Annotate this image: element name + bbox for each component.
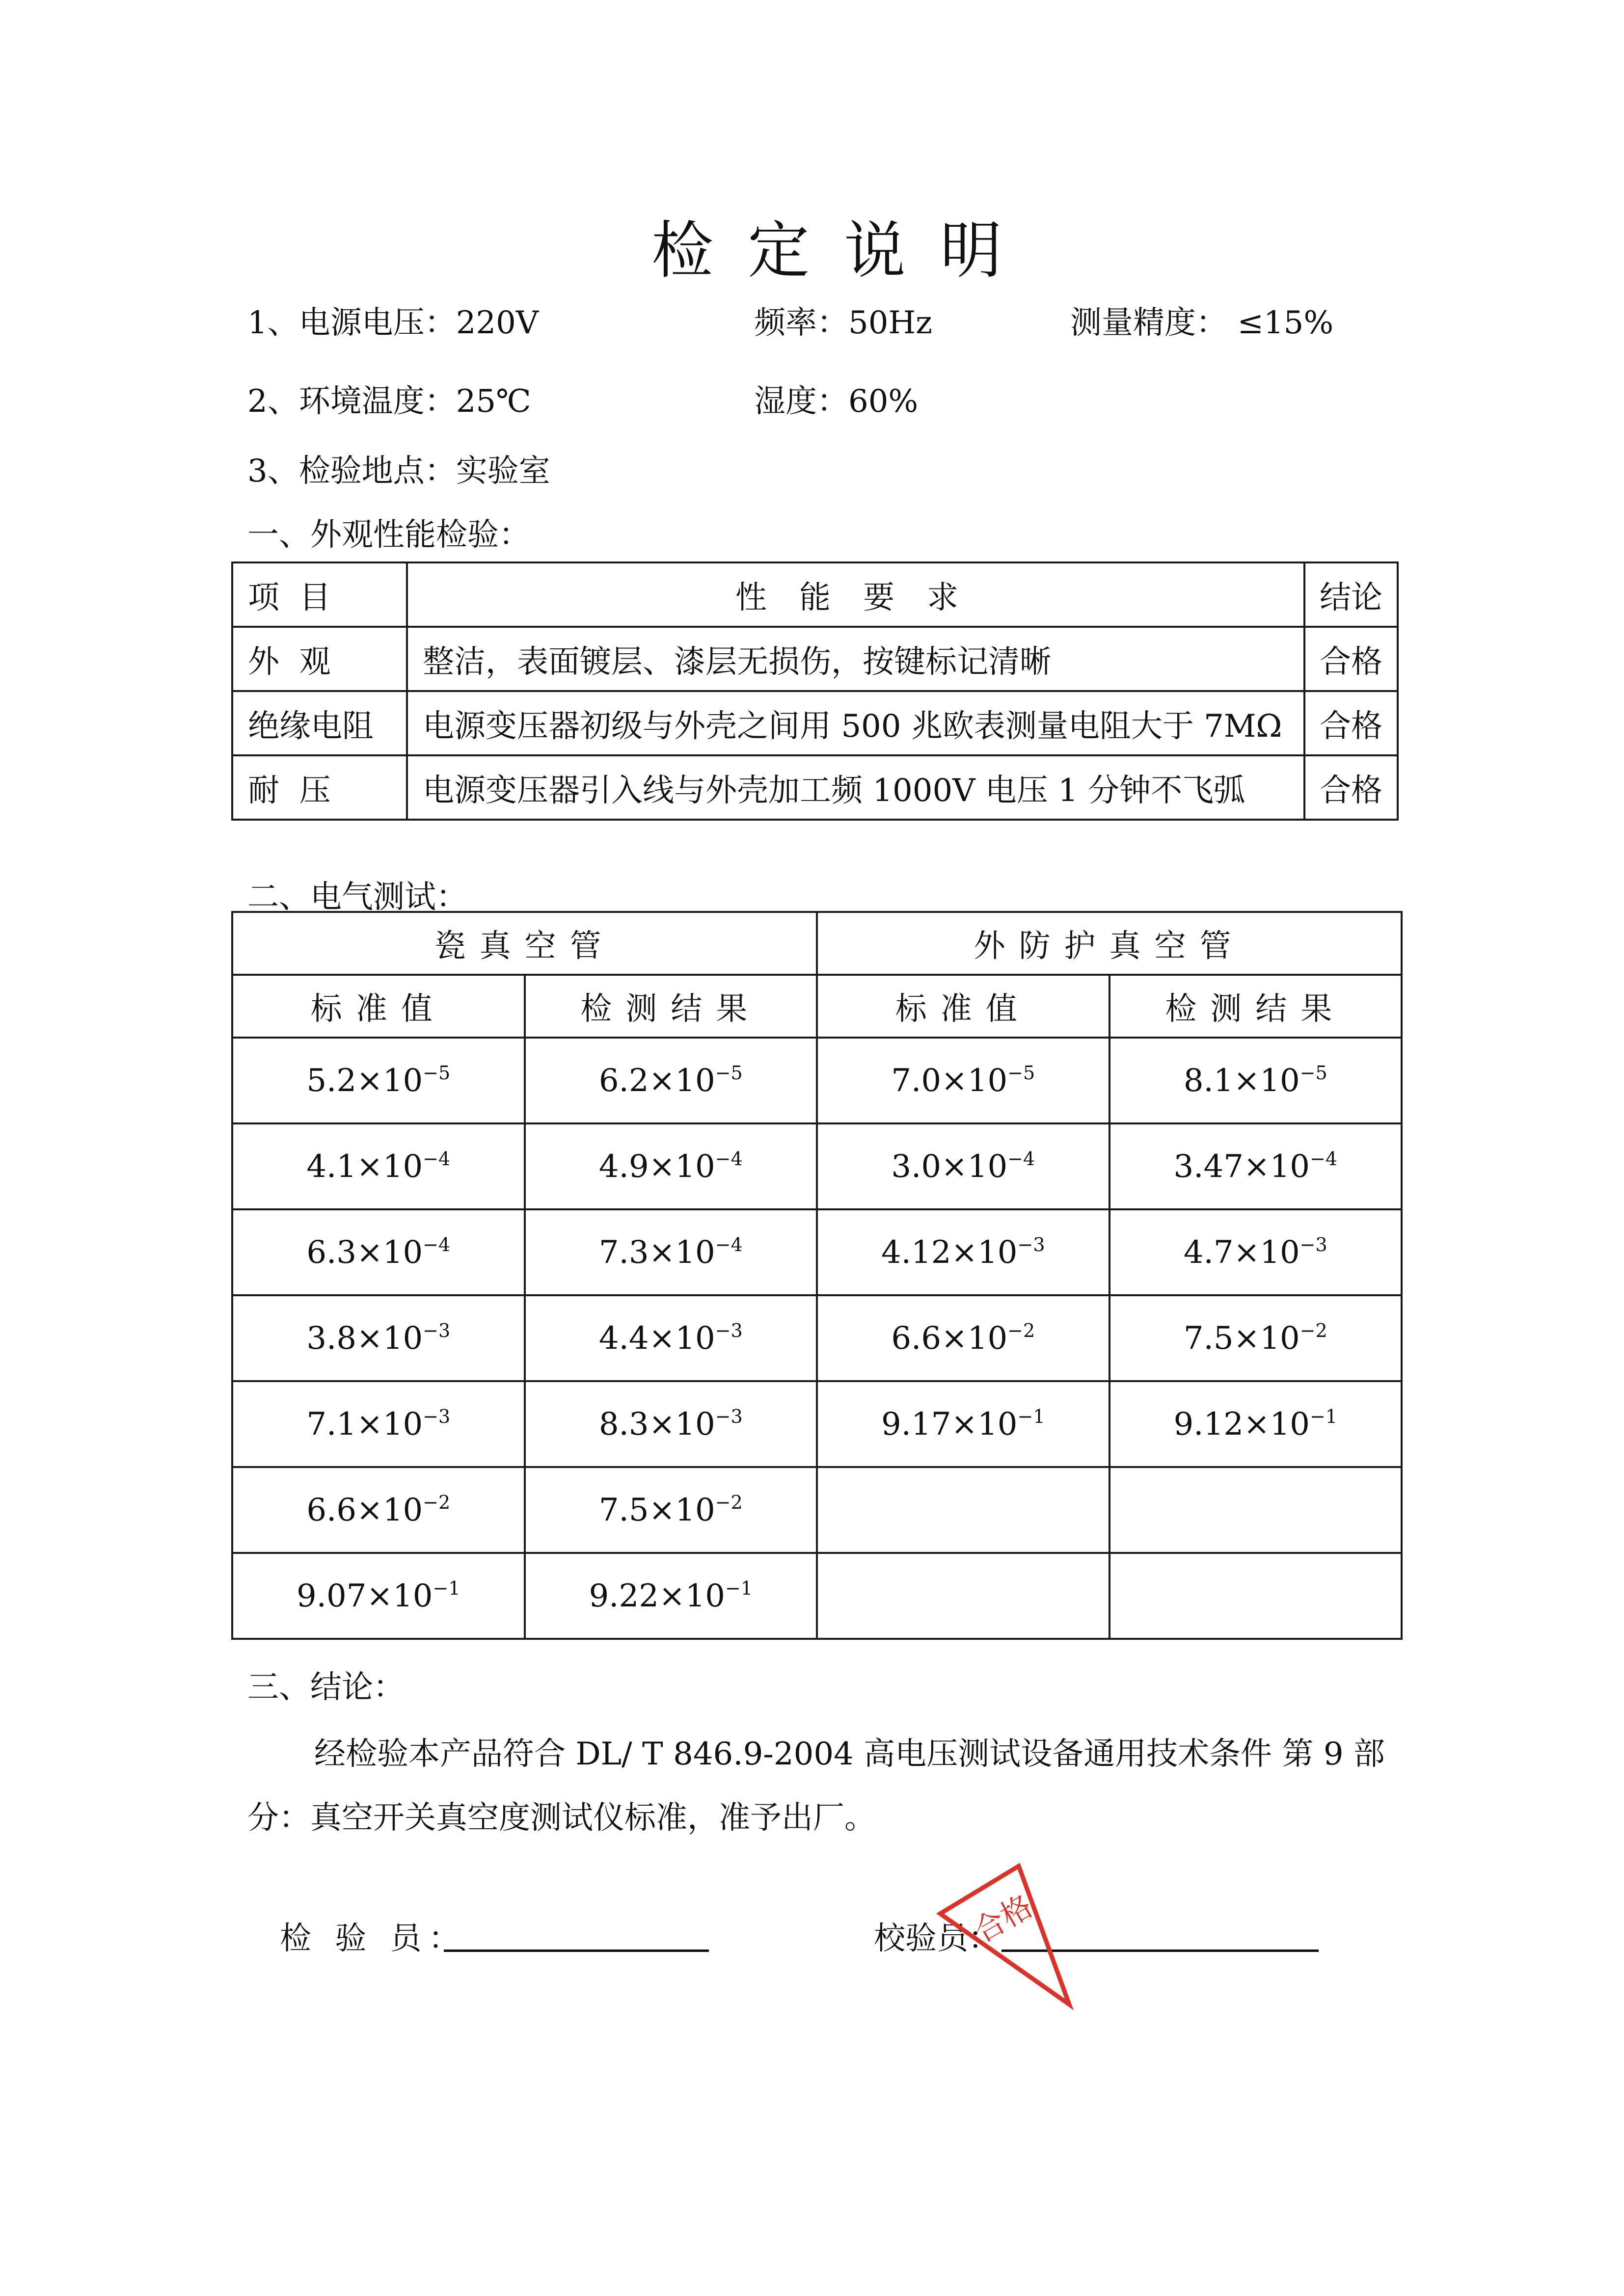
- value-cell: [232, 1467, 525, 1553]
- value-cell: [1110, 1295, 1402, 1381]
- value-exponent: −4: [715, 1148, 743, 1170]
- value-exponent: −3: [715, 1319, 743, 1341]
- row-item: 绝缘电阻: [232, 691, 407, 755]
- value-exponent: −5: [715, 1062, 743, 1084]
- value-times-ten: ×10: [1243, 1406, 1310, 1442]
- row-result: 合格: [1304, 627, 1398, 691]
- value-cell: [525, 1123, 817, 1209]
- conclusion-line-1: 经检验本产品符合 DL/ T 846.9-2004 高电压测试设备通用技术条件 第 9 部: [314, 1736, 1385, 1772]
- value-cell: [525, 1295, 817, 1381]
- section2-heading: 二、电气测试：: [247, 879, 467, 915]
- value-cell: [525, 1038, 817, 1123]
- sub-header-standard: 标准值: [232, 975, 525, 1038]
- humidity: 湿度：60%: [754, 383, 919, 420]
- value-mantissa: 6.6: [306, 1492, 357, 1528]
- value-cell: [232, 1123, 525, 1209]
- value-times-ten: ×10: [649, 1492, 715, 1528]
- value-times-ten: ×10: [356, 1406, 423, 1442]
- value-mantissa: 7.0: [891, 1062, 942, 1099]
- value-cell: [232, 1295, 525, 1381]
- value-mantissa: 7.5: [598, 1492, 649, 1528]
- value-times-ten: ×10: [649, 1234, 715, 1271]
- measurement-precision: 测量精度： ≤15%: [1070, 305, 1334, 341]
- value-mantissa: 6.6: [891, 1320, 942, 1357]
- section1-heading: 一、外观性能检验：: [247, 517, 530, 553]
- value-cell: [1110, 1038, 1402, 1123]
- value-cell: [817, 1209, 1110, 1295]
- value-times-ten: ×10: [658, 1577, 726, 1614]
- value-exponent: −3: [423, 1319, 451, 1341]
- value-mantissa: 4.4: [598, 1320, 649, 1357]
- value-cell: [817, 1295, 1110, 1381]
- value-cell: [817, 1553, 1110, 1639]
- appearance-table: [231, 561, 1399, 821]
- header-requirement: 性能要求: [407, 562, 1304, 627]
- value-exponent: −2: [1299, 1319, 1327, 1341]
- value-times-ten: ×10: [951, 1234, 1018, 1271]
- value-times-ten: ×10: [1233, 1234, 1300, 1271]
- value-mantissa: 9.12: [1173, 1406, 1244, 1442]
- electrical-test-body: [232, 1038, 1402, 1639]
- value-cell: [817, 1123, 1110, 1209]
- value-exponent: −5: [423, 1062, 451, 1084]
- value-exponent: −3: [1017, 1233, 1045, 1255]
- value-times-ten: ×10: [649, 1320, 715, 1357]
- value-cell: [232, 1381, 525, 1467]
- power-voltage: 1、电源电压：220V: [247, 305, 539, 341]
- value-mantissa: 8.3: [598, 1406, 649, 1442]
- row-result: 合格: [1304, 755, 1398, 820]
- value-times-ten: ×10: [1233, 1062, 1300, 1099]
- value-cell: [232, 1038, 525, 1123]
- table-row: [232, 755, 1398, 820]
- inspector-label: 检 验 员：: [280, 1921, 467, 1957]
- row-item: 外 观: [232, 627, 407, 691]
- ambient-temperature: 2、环境温度：25℃: [247, 383, 531, 420]
- value-times-ten: ×10: [941, 1062, 1008, 1099]
- value-times-ten: ×10: [941, 1148, 1008, 1185]
- value-cell: [1110, 1553, 1402, 1639]
- value-times-ten: ×10: [649, 1062, 715, 1099]
- group-header-row: [232, 912, 1402, 975]
- stamp-text: 合格: [968, 1888, 1039, 1949]
- value-exponent: −3: [423, 1405, 451, 1427]
- value-mantissa: 4.9: [598, 1148, 649, 1185]
- table-row: [232, 1209, 1402, 1295]
- value-mantissa: 7.5: [1183, 1320, 1234, 1357]
- value-times-ten: ×10: [356, 1320, 423, 1357]
- value-times-ten: ×10: [649, 1148, 715, 1185]
- value-exponent: −1: [433, 1577, 460, 1599]
- value-times-ten: ×10: [951, 1406, 1018, 1442]
- group-header-ceramic: 瓷真空管: [232, 912, 817, 975]
- value-times-ten: ×10: [1233, 1320, 1300, 1357]
- header-result: 结论: [1304, 562, 1398, 627]
- qualified-stamp: [913, 1857, 1090, 2019]
- value-exponent: −2: [715, 1491, 743, 1513]
- value-mantissa: 6.3: [306, 1234, 357, 1271]
- value-mantissa: 4.7: [1183, 1234, 1234, 1271]
- value-exponent: −4: [423, 1233, 451, 1255]
- value-mantissa: 4.1: [306, 1148, 357, 1185]
- value-times-ten: ×10: [356, 1234, 423, 1271]
- table-row: [232, 1123, 1402, 1209]
- value-mantissa: 8.1: [1183, 1062, 1234, 1099]
- value-mantissa: 3.47: [1173, 1148, 1244, 1185]
- conclusion-line-2: 分：真空开关真空度测试仪标准，准予出厂。: [247, 1800, 876, 1836]
- value-mantissa: 5.2: [306, 1062, 357, 1099]
- value-cell: [232, 1209, 525, 1295]
- value-exponent: −2: [423, 1491, 451, 1513]
- value-exponent: −2: [1007, 1319, 1035, 1341]
- table-header-row: [232, 562, 1398, 627]
- page-title: 检定说明: [651, 214, 1036, 287]
- sub-header-result: 检测结果: [525, 975, 817, 1038]
- frequency: 频率：50Hz: [754, 305, 932, 341]
- table-row: [232, 1038, 1402, 1123]
- value-cell: [817, 1381, 1110, 1467]
- value-exponent: −4: [1007, 1148, 1035, 1170]
- sub-header-row: [232, 975, 1402, 1038]
- value-exponent: −5: [1299, 1062, 1327, 1084]
- table-row: [232, 627, 1398, 691]
- value-mantissa: 3.8: [306, 1320, 357, 1357]
- value-times-ten: ×10: [941, 1320, 1008, 1357]
- value-exponent: −1: [725, 1577, 753, 1599]
- value-cell: [525, 1209, 817, 1295]
- value-cell: [1110, 1123, 1402, 1209]
- value-mantissa: 7.1: [306, 1406, 357, 1442]
- value-times-ten: ×10: [1243, 1148, 1310, 1185]
- row-result: 合格: [1304, 691, 1398, 755]
- group-header-protected: 外防护真空管: [817, 912, 1402, 975]
- table-row: [232, 1381, 1402, 1467]
- value-mantissa: 3.0: [891, 1148, 942, 1185]
- value-cell: [525, 1467, 817, 1553]
- table-row: [232, 1553, 1402, 1639]
- sub-header-result: 检测结果: [1110, 975, 1402, 1038]
- value-exponent: −5: [1007, 1062, 1035, 1084]
- value-times-ten: ×10: [366, 1577, 433, 1614]
- checker-label: 校验员：: [874, 1921, 1000, 1957]
- sub-header-standard: 标准值: [817, 975, 1110, 1038]
- electrical-test-table: [231, 911, 1403, 1640]
- value-cell: [1110, 1209, 1402, 1295]
- value-cell: [232, 1553, 525, 1639]
- row-item: 耐 压: [232, 755, 407, 820]
- value-cell: [817, 1038, 1110, 1123]
- value-mantissa: 7.3: [598, 1234, 649, 1271]
- value-times-ten: ×10: [356, 1492, 423, 1528]
- row-requirement: 电源变压器初级与外壳之间用 500 兆欧表测量电阻大于 7MΩ: [407, 691, 1304, 755]
- value-cell: [525, 1553, 817, 1639]
- inspection-location: 3、检验地点：实验室: [247, 453, 550, 489]
- value-times-ten: ×10: [356, 1062, 423, 1099]
- value-mantissa: 9.17: [881, 1406, 951, 1442]
- table-row: [232, 691, 1398, 755]
- value-times-ten: ×10: [356, 1148, 423, 1185]
- header-item: 项 目: [232, 562, 407, 627]
- value-exponent: −1: [1310, 1405, 1338, 1427]
- value-exponent: −3: [715, 1405, 743, 1427]
- table-row: [232, 1467, 1402, 1553]
- row-requirement: 整洁，表面镀层、漆层无损伤，按键标记清晰: [407, 627, 1304, 691]
- value-exponent: −3: [1299, 1233, 1327, 1255]
- value-mantissa: 9.07: [296, 1577, 367, 1614]
- value-exponent: −4: [1310, 1148, 1338, 1170]
- row-requirement: 电源变压器引入线与外壳加工频 1000V 电压 1 分钟不飞弧: [407, 755, 1304, 820]
- value-cell: [1110, 1467, 1402, 1553]
- value-exponent: −4: [715, 1233, 743, 1255]
- value-mantissa: 6.2: [598, 1062, 649, 1099]
- value-cell: [1110, 1381, 1402, 1467]
- value-mantissa: 9.22: [589, 1577, 659, 1614]
- section3-heading: 三、结论：: [247, 1669, 405, 1706]
- value-exponent: −1: [1017, 1405, 1045, 1427]
- value-exponent: −4: [423, 1148, 451, 1170]
- value-mantissa: 4.12: [881, 1234, 951, 1271]
- value-cell: [817, 1467, 1110, 1553]
- value-cell: [525, 1381, 817, 1467]
- inspector-signature-line[interactable]: [444, 1949, 709, 1952]
- table-row: [232, 1295, 1402, 1381]
- value-times-ten: ×10: [649, 1406, 715, 1442]
